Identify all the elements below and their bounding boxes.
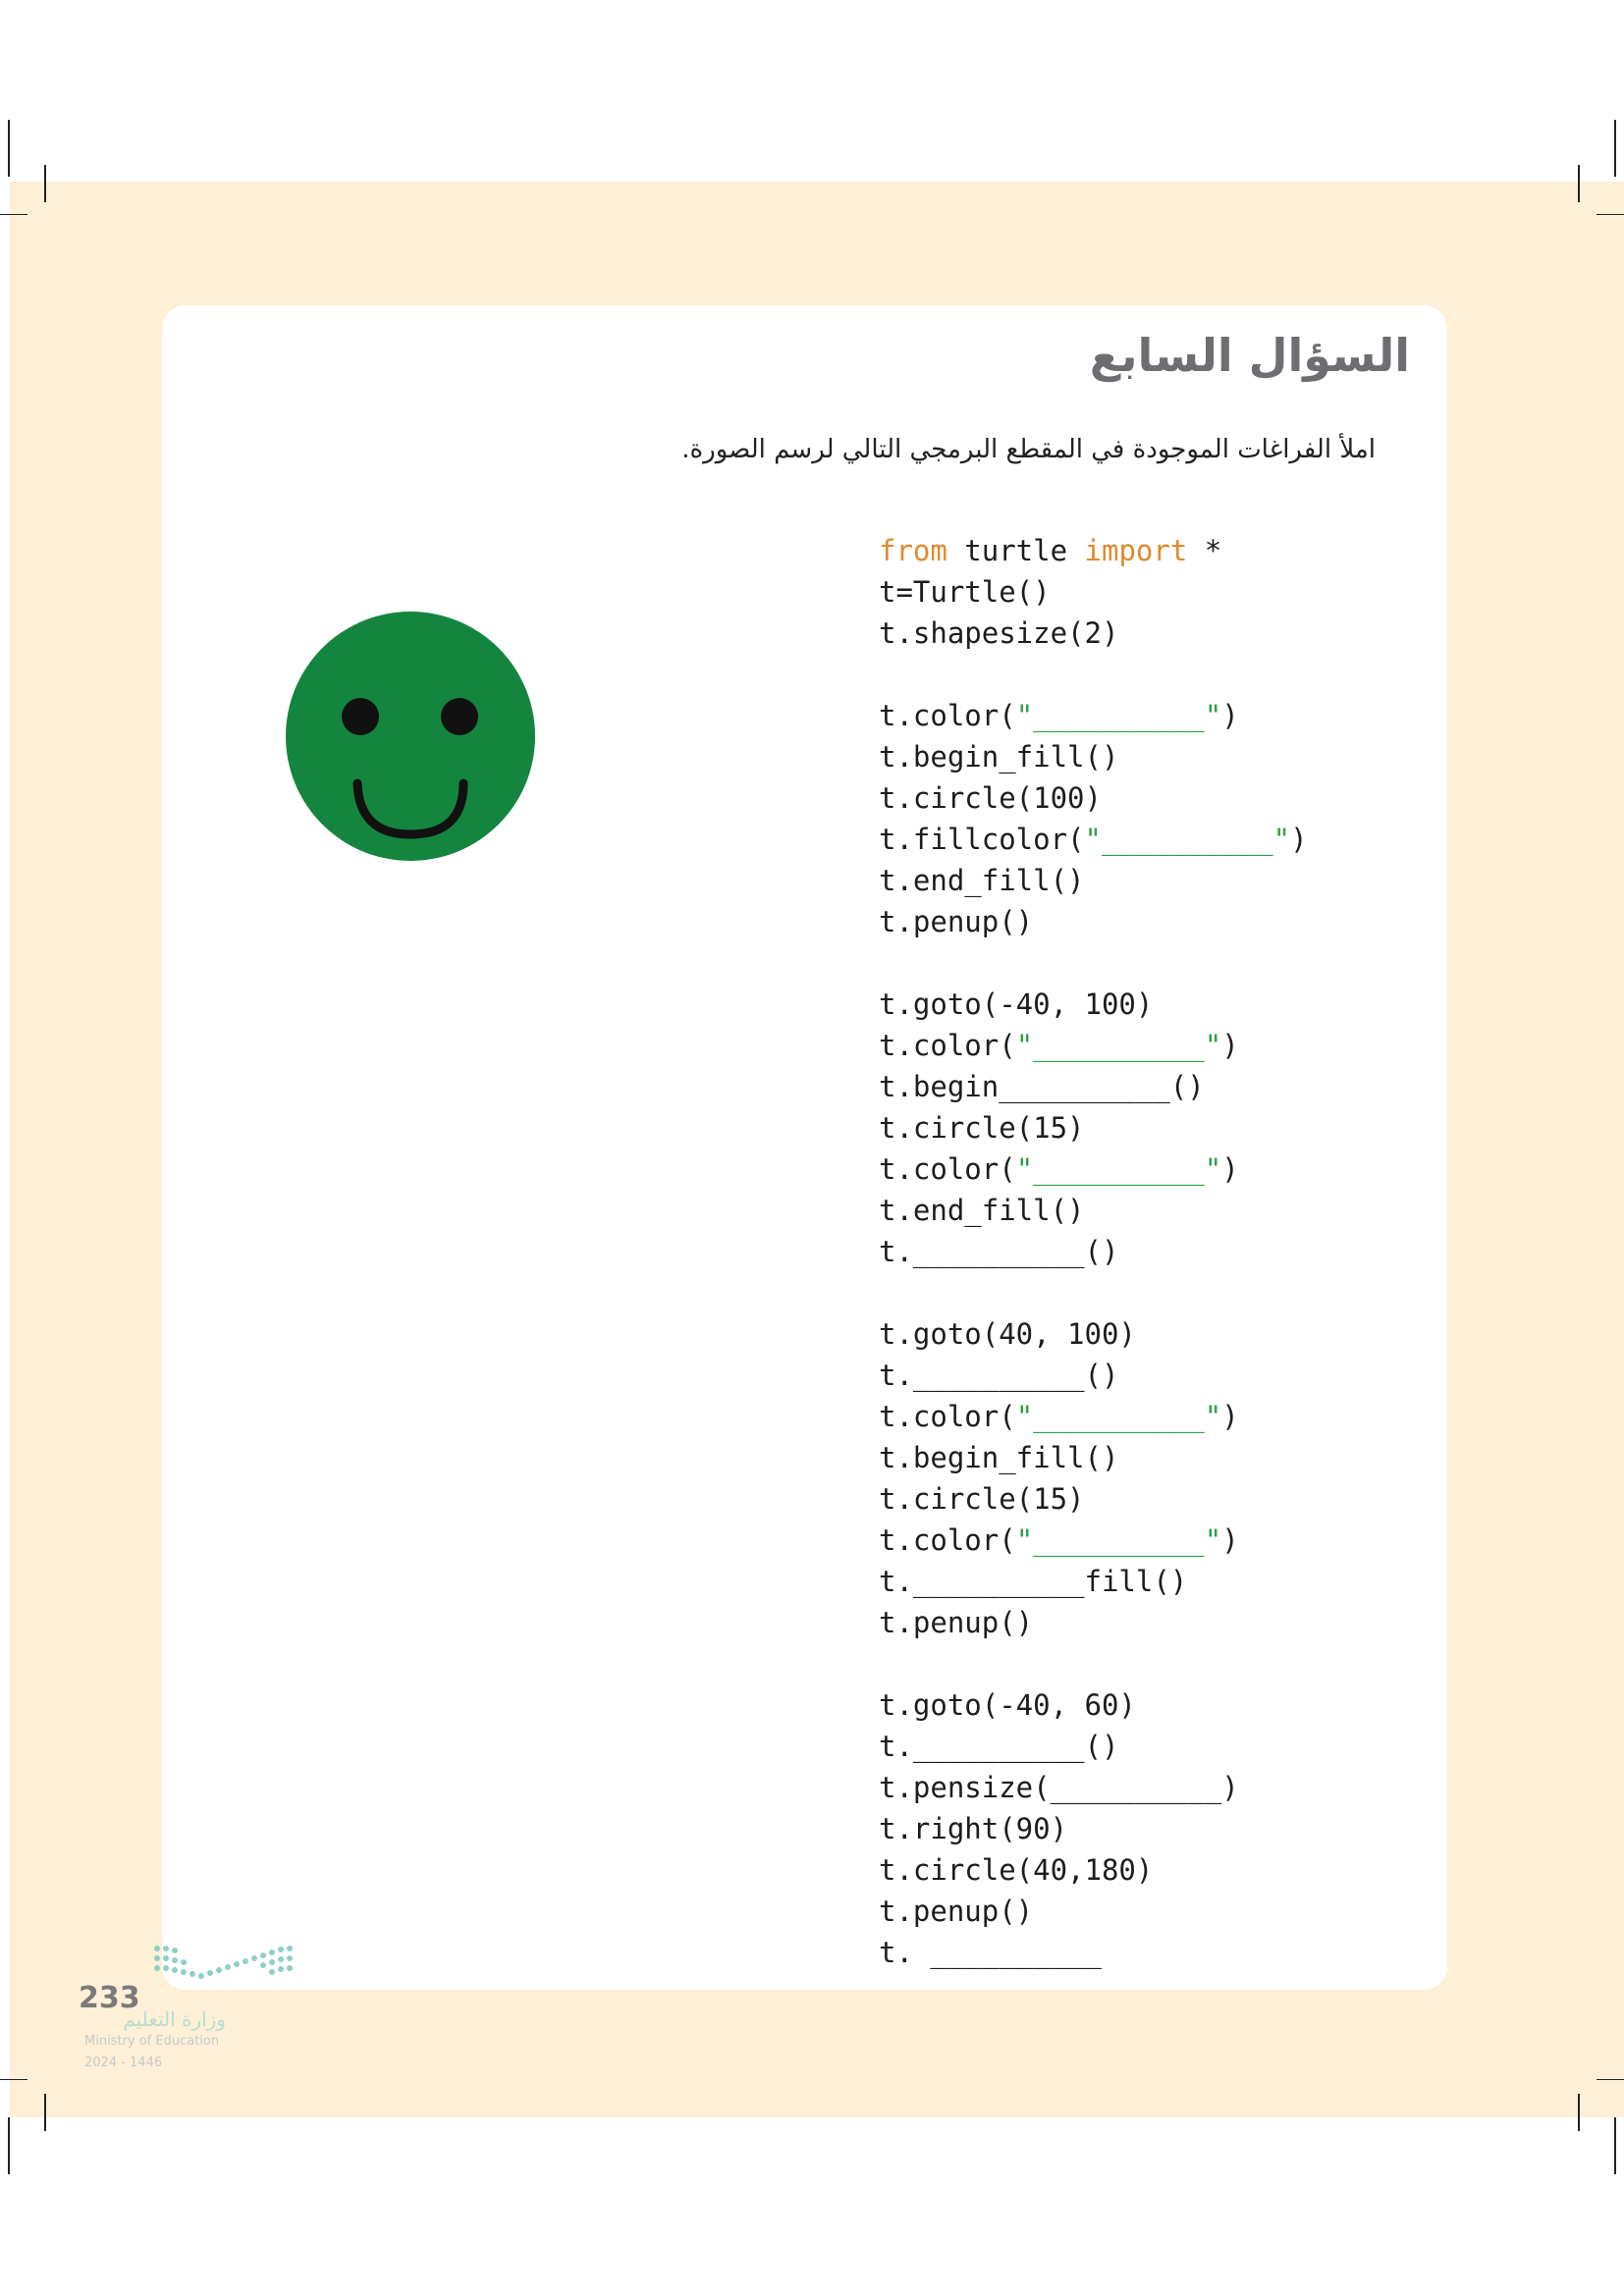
code-line: [879, 1313, 1308, 1355]
crop-mark: [1614, 120, 1616, 177]
code-token: t.shapesize(2): [879, 616, 1119, 650]
code-token: ): [1221, 1523, 1239, 1557]
page-number: 233: [79, 1981, 140, 2015]
code-token: t.end_fill(): [879, 864, 1085, 897]
code-line: [879, 1520, 1308, 1561]
crop-mark: [0, 2079, 27, 2080]
code-token: t.__________(): [879, 1730, 1119, 1763]
code-line: [879, 613, 1308, 654]
code-token: t.penup(): [879, 1606, 1034, 1639]
code-line: [879, 1643, 1308, 1684]
code-token: ): [1290, 823, 1308, 856]
code-line: [879, 777, 1308, 819]
code-keyword: import: [1084, 534, 1188, 567]
code-line: [879, 1849, 1308, 1891]
code-line: [879, 1107, 1308, 1148]
code-token: ": [1272, 823, 1291, 856]
crop-mark: [1578, 2094, 1580, 2131]
code-line: [879, 819, 1308, 860]
code-line: [879, 1932, 1308, 1973]
code-line: [879, 1396, 1308, 1437]
code-line: [879, 736, 1308, 777]
code-token: ": [1084, 823, 1102, 856]
ministry-name-english: Ministry of Education: [84, 2034, 220, 2049]
code-token: t.color(: [879, 1152, 1016, 1186]
ministry-name-arabic: وزارة التعليم: [123, 2007, 226, 2031]
code-token: t=Turtle(): [879, 575, 1051, 609]
code-token: t.circle(15): [879, 1111, 1085, 1145]
code-token: t.begin_fill(): [879, 740, 1119, 774]
code-token: t.pensize(__________): [879, 1771, 1239, 1804]
question-instruction: املأ الفراغات الموجودة في المقطع البرمجي التالي لرسم الصورة.: [681, 435, 1376, 464]
code-token: t.circle(40,180): [879, 1853, 1154, 1887]
code-token: t.goto(40, 100): [879, 1317, 1136, 1351]
code-line: [879, 1561, 1308, 1602]
code-line: [879, 1272, 1308, 1313]
code-token: t.circle(100): [879, 781, 1102, 815]
code-line: [879, 1231, 1308, 1272]
code-line: [879, 654, 1308, 695]
code-token: ": [1204, 1029, 1222, 1062]
question-title: السؤال السابع: [1089, 329, 1410, 382]
code-line: [879, 942, 1308, 984]
crop-mark: [44, 2094, 46, 2131]
code-line: [879, 1684, 1308, 1726]
code-token: t.__________fill(): [879, 1565, 1188, 1598]
code-line: [879, 571, 1308, 613]
code-token: t.begin__________(): [879, 1070, 1205, 1103]
code-line: [879, 1025, 1308, 1066]
code-line: [879, 1726, 1308, 1767]
code-token: t.goto(-40, 60): [879, 1688, 1136, 1722]
code-token: t.color(: [879, 1523, 1016, 1557]
code-line: [879, 1891, 1308, 1932]
code-token: ): [1221, 1152, 1239, 1186]
code-token: t.end_fill(): [879, 1194, 1085, 1227]
crop-mark: [1614, 2117, 1616, 2174]
code-token: ": [1015, 1029, 1034, 1062]
crop-mark: [8, 120, 10, 177]
code-block: [879, 530, 1308, 1973]
code-line: [879, 1437, 1308, 1478]
code-token: t.color(: [879, 1029, 1016, 1062]
code-line: [879, 1478, 1308, 1520]
code-token: turtle: [947, 534, 1085, 567]
crop-mark: [1597, 214, 1624, 215]
code-line: [879, 1767, 1308, 1808]
code-token: t.fillcolor(: [879, 823, 1085, 856]
code-line: [879, 901, 1308, 942]
code-token: ": [1015, 699, 1034, 732]
code-token: *: [1187, 534, 1222, 567]
code-token: ): [1221, 699, 1239, 732]
code-blank: __________: [1101, 823, 1273, 856]
code-token: t.goto(-40, 100): [879, 988, 1154, 1021]
code-token: ": [1015, 1152, 1034, 1186]
code-token: t.color(: [879, 699, 1016, 732]
code-token: t.begin_fill(): [879, 1441, 1119, 1474]
code-token: ": [1204, 699, 1222, 732]
code-token: t.circle(15): [879, 1482, 1085, 1516]
code-blank: __________: [1033, 1029, 1205, 1062]
crop-mark: [1578, 165, 1580, 202]
code-token: ": [1204, 1523, 1222, 1557]
code-token: ": [1015, 1523, 1034, 1557]
crop-mark: [8, 2117, 10, 2174]
code-blank: __________: [1033, 1523, 1205, 1557]
code-token: t.__________(): [879, 1359, 1119, 1392]
code-token: ": [1204, 1152, 1222, 1186]
ministry-logo-icon: [152, 1944, 299, 1993]
smiley-face-image: [283, 609, 538, 864]
crop-mark: [1597, 2079, 1624, 2080]
code-line: [879, 695, 1308, 736]
crop-mark: [44, 165, 46, 202]
code-blank: __________: [1033, 1400, 1205, 1433]
face-circle: [286, 612, 535, 861]
code-token: ": [1204, 1400, 1222, 1433]
code-line: [879, 1066, 1308, 1107]
code-line: [879, 530, 1308, 571]
code-line: [879, 1355, 1308, 1396]
code-blank: __________: [1033, 699, 1205, 732]
right-eye: [441, 698, 478, 735]
code-token: t.__________(): [879, 1235, 1119, 1268]
crop-mark: [0, 214, 27, 215]
code-keyword: from: [879, 534, 947, 567]
code-token: t.penup(): [879, 1895, 1034, 1928]
code-line: [879, 984, 1308, 1025]
code-line: [879, 1148, 1308, 1190]
code-line: [879, 1602, 1308, 1643]
code-token: t.penup(): [879, 905, 1034, 938]
code-token: t.color(: [879, 1400, 1016, 1433]
code-line: [879, 860, 1308, 901]
code-token: ): [1221, 1029, 1239, 1062]
left-eye: [342, 698, 379, 735]
code-token: t. __________: [879, 1936, 1102, 1969]
edition-year: 2024 - 1446: [84, 2056, 163, 2070]
code-line: [879, 1808, 1308, 1849]
code-blank: __________: [1033, 1152, 1205, 1186]
code-token: ): [1221, 1400, 1239, 1433]
code-token: ": [1015, 1400, 1034, 1433]
code-token: t.right(90): [879, 1812, 1068, 1845]
code-line: [879, 1190, 1308, 1231]
